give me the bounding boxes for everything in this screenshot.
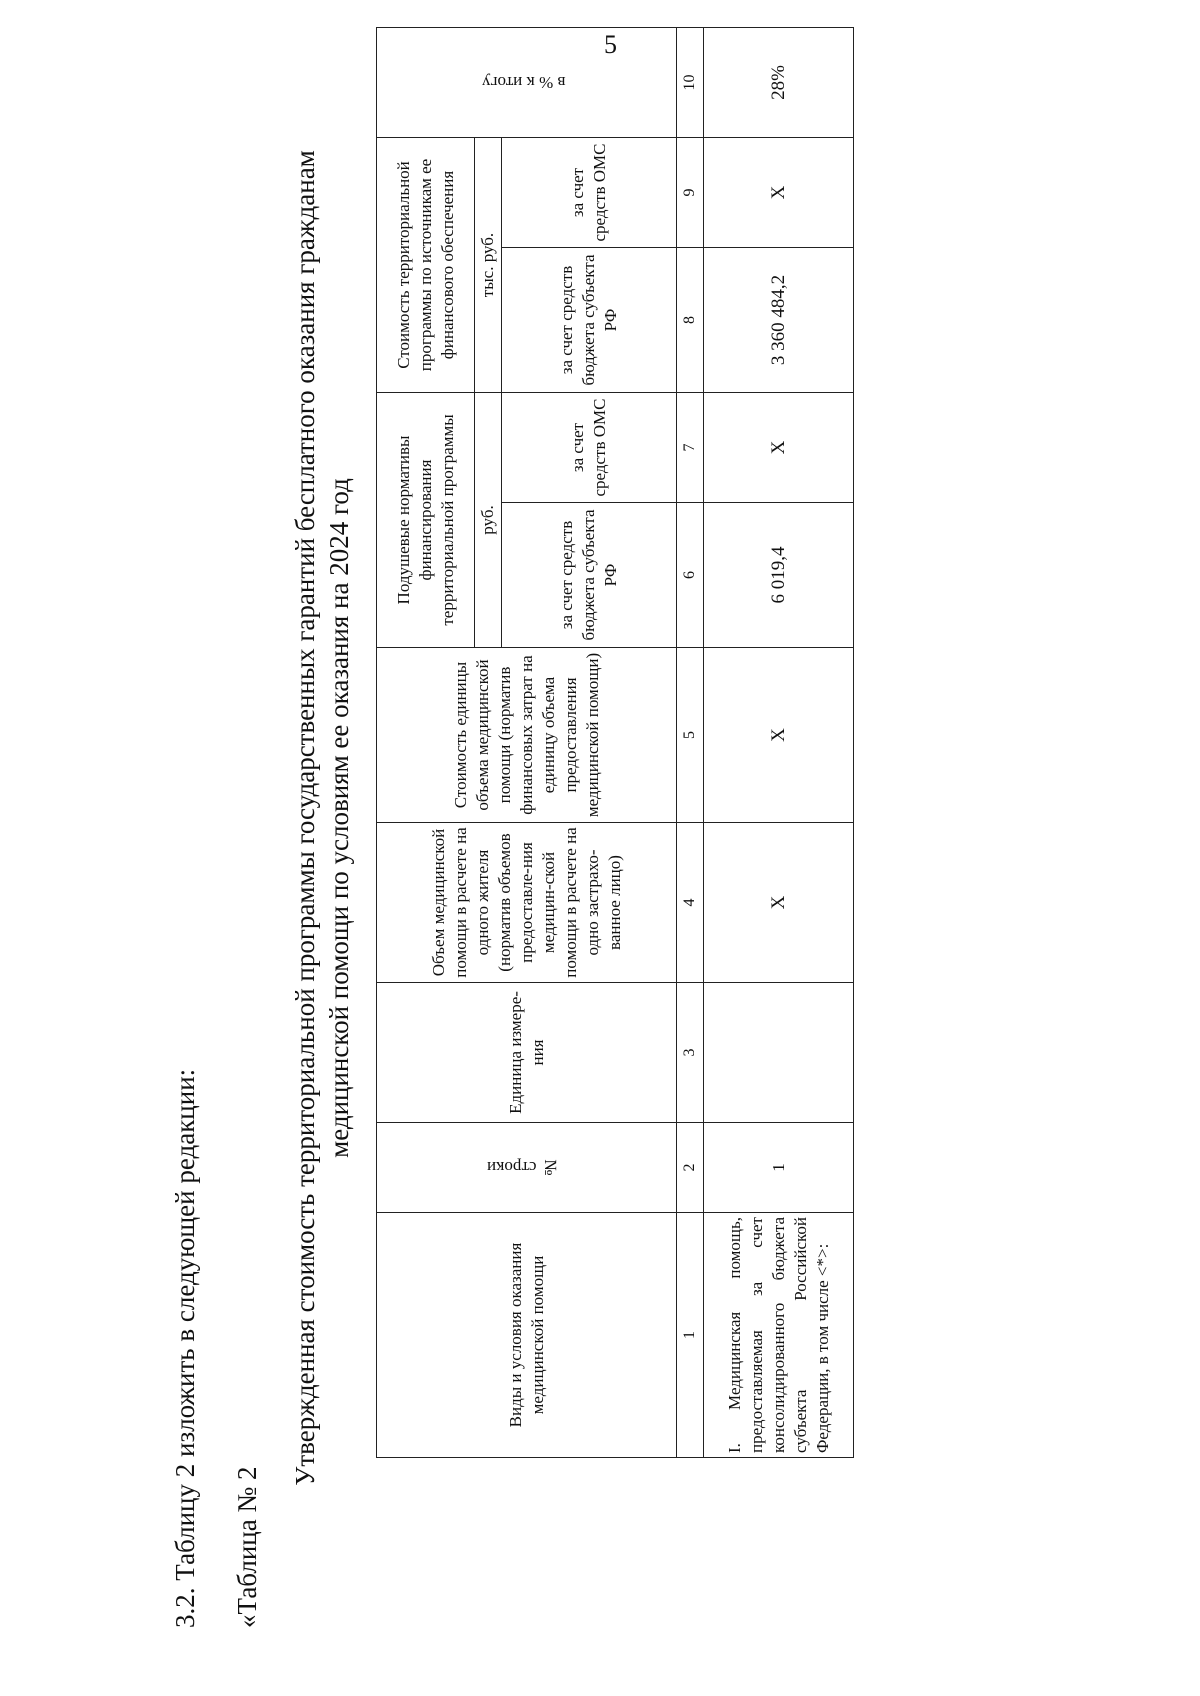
header-cost-oms: за счет средств ОМС: [502, 138, 677, 248]
header-percent-text: в % к итогу: [481, 73, 566, 93]
row-name: I. Медицинская помощь, предоставляемая за счет консолидированного бюджета субъекта Российской Федерации, в том числе <*>:: [704, 1213, 854, 1458]
rotated-page-content: [170, 8, 1190, 1628]
header-per-capita-group: Подушевые нормативы финансирования территориальной программы: [377, 393, 475, 648]
column-number: 4: [677, 823, 704, 983]
row-percent: 28%: [704, 28, 854, 138]
header-per-capita-oms: за счет средств ОМС: [502, 393, 677, 503]
column-number: 6: [677, 503, 704, 648]
cost-table: [376, 27, 854, 1458]
column-number: 8: [677, 248, 704, 393]
column-number: 9: [677, 138, 704, 248]
header-cost-budget: за счет средств бюджета субъекта РФ: [502, 248, 677, 393]
header-cost-group: Стоимость территориальной программы по источникам ее финансового обеспечения: [377, 138, 475, 393]
page-number: 5: [604, 30, 617, 59]
row-line-no: 1: [704, 1123, 854, 1213]
row-volume: X: [704, 823, 854, 983]
header-unit: Единица измере-ния: [377, 983, 677, 1123]
header-percent: [377, 28, 677, 138]
header-unit-cost: Стоимость единицы объема медицинской помощи (норматив финансовых затрат на единицу объема предоставления медицинской помощи): [377, 648, 677, 823]
header-line-no: [377, 1123, 677, 1213]
row-cost-oms: X: [704, 138, 854, 248]
header-per-capita-budget: за счет средств бюджета субъекта РФ: [502, 503, 677, 648]
header-unit-rub: руб.: [475, 393, 502, 648]
row-cost-budget: 3 360 484,2: [704, 248, 854, 393]
row-per-capita-budget: 6 019,4: [704, 503, 854, 648]
row-per-capita-oms: X: [704, 393, 854, 503]
table-title: [288, 8, 356, 1628]
header-volume: Объем медицинской помощи в расчете на одного жителя (норматив объемов предоставле-ния медицин-ской помощи в расчете на одно застрахо-ванное лицо): [377, 823, 677, 983]
column-number: 10: [677, 28, 704, 138]
column-number: 2: [677, 1123, 704, 1213]
header-kinds: Виды и условия оказания медицинской помощи: [377, 1213, 677, 1458]
header-line-no-text: № строки: [487, 1158, 560, 1178]
table-label: «Таблица № 2: [232, 1466, 262, 1628]
title-line-1: Утвержденная стоимость территориальной программы государственных гарантий бесплатного оказания гражданам: [290, 150, 320, 1486]
title-line-2: медицинской помощи по условиям ее оказания на 2024 год: [324, 478, 354, 1158]
header-unit-thousand-rub: тыс. руб.: [475, 138, 502, 393]
column-number: 5: [677, 648, 704, 823]
column-number: 3: [677, 983, 704, 1123]
table-row: [704, 28, 854, 1458]
column-number: 7: [677, 393, 704, 503]
row-unit: [704, 983, 854, 1123]
column-number: 1: [677, 1213, 704, 1458]
row-unit-cost: X: [704, 648, 854, 823]
intro-text: 3.2. Таблицу 2 изложить в следующей редакции:: [170, 1068, 200, 1628]
